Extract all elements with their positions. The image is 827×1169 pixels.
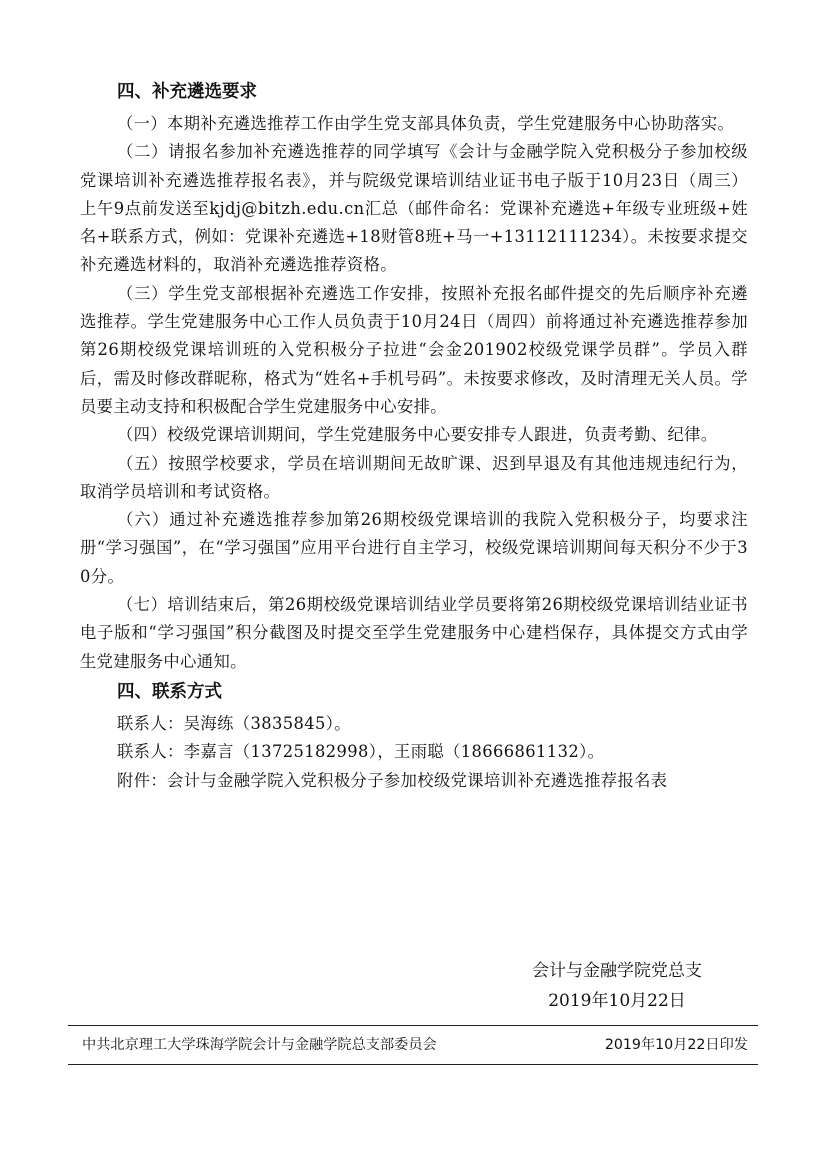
section-heading-contact: 四、联系方式 bbox=[117, 681, 222, 702]
requirement-item-6: （六）通过补充遴选推荐参加第26期校级党课培训的我院入党积极分子，均要求注册“学习强国”，在“学习强国”应用平台进行自主学习，校级党课培训期间每天积分不少于30分。 bbox=[80, 510, 748, 586]
footer-divider-bottom bbox=[68, 1064, 758, 1065]
requirement-item-3: （三）学生党支部根据补充遴选工作安排，按照补充报名邮件提交的先后顺序补充遴选推荐。学生党建服务中心工作人员负责于10月24日（周四）前将通过补充遴选推荐参加第26期校级党课培训班的入党积极分子拉进“会金201902校级党课学员群”。学员入群后，需及时修改群昵称，格式为“姓名+手机号码”。未按要求修改，及时清理无关人员。学员要主动支持和积极配合学生党建服务中心安排。 bbox=[80, 283, 748, 416]
requirement-item-7: （七）培训结束后，第26期校级党课培训结业学员要将第26期校级党课培训结业证书电子版和“学习强国”积分截图及时提交至学生党建服务中心建档保存，具体提交方式由学生党建服务中心通知。 bbox=[80, 595, 748, 671]
contact-line-2: 联系人：李嘉言（13725182998），王雨聪（18666861132）。 bbox=[117, 742, 605, 762]
signature-block bbox=[487, 956, 747, 1016]
requirement-item-1: （一）本期补充遴选推荐工作由学生党支部具体负责，学生党建服务中心协助落实。 bbox=[117, 114, 735, 133]
footer-issued-date: 2019年10月22日印发 bbox=[604, 1037, 748, 1053]
footer-issuer: 中共北京理工大学珠海学院会计与金融学院总支部委员会 bbox=[82, 1037, 437, 1053]
attachment-note: 附件：会计与金融学院入党积极分子参加校级党课培训补充遴选推荐报名表 bbox=[117, 770, 668, 790]
requirement-item-5: （五）按照学校要求，学员在培训期间无故旷课、迟到早退及有其他违规违纪行为，取消学员培训和考试资格。 bbox=[80, 453, 748, 501]
document-body bbox=[80, 78, 748, 795]
contact-line-1: 联系人：吴海练（3835845）。 bbox=[117, 713, 351, 733]
section-heading-requirements: 四、补充遴选要求 bbox=[117, 82, 257, 102]
signature-date: 2019年10月22日 bbox=[548, 991, 686, 1011]
footer bbox=[82, 1034, 748, 1056]
requirement-item-4: （四）校级党课培训期间，学生党建服务中心要安排专人跟进，负责考勤、纪律。 bbox=[117, 425, 718, 445]
requirement-item-2: （二）请报名参加补充遴选推荐的同学填写《会计与金融学院入党积极分子参加校级党课培训补充遴选推荐报名表》，并与院级党课培训结业证书电子版于10月23日（周三）上午9点前发送至kjdj@bitzh.edu.cn汇总（邮件命名：党课补充遴选+年级专业班级+姓名+联系方式，例如：党课补充遴选+18财管8班+马一+13112111234）。未按要求提交补充遴选材料的，取消补充遴选推荐资格。 bbox=[80, 142, 748, 275]
signature-org: 会计与金融学院党总支 bbox=[532, 961, 702, 981]
footer-divider-top bbox=[68, 1025, 758, 1026]
